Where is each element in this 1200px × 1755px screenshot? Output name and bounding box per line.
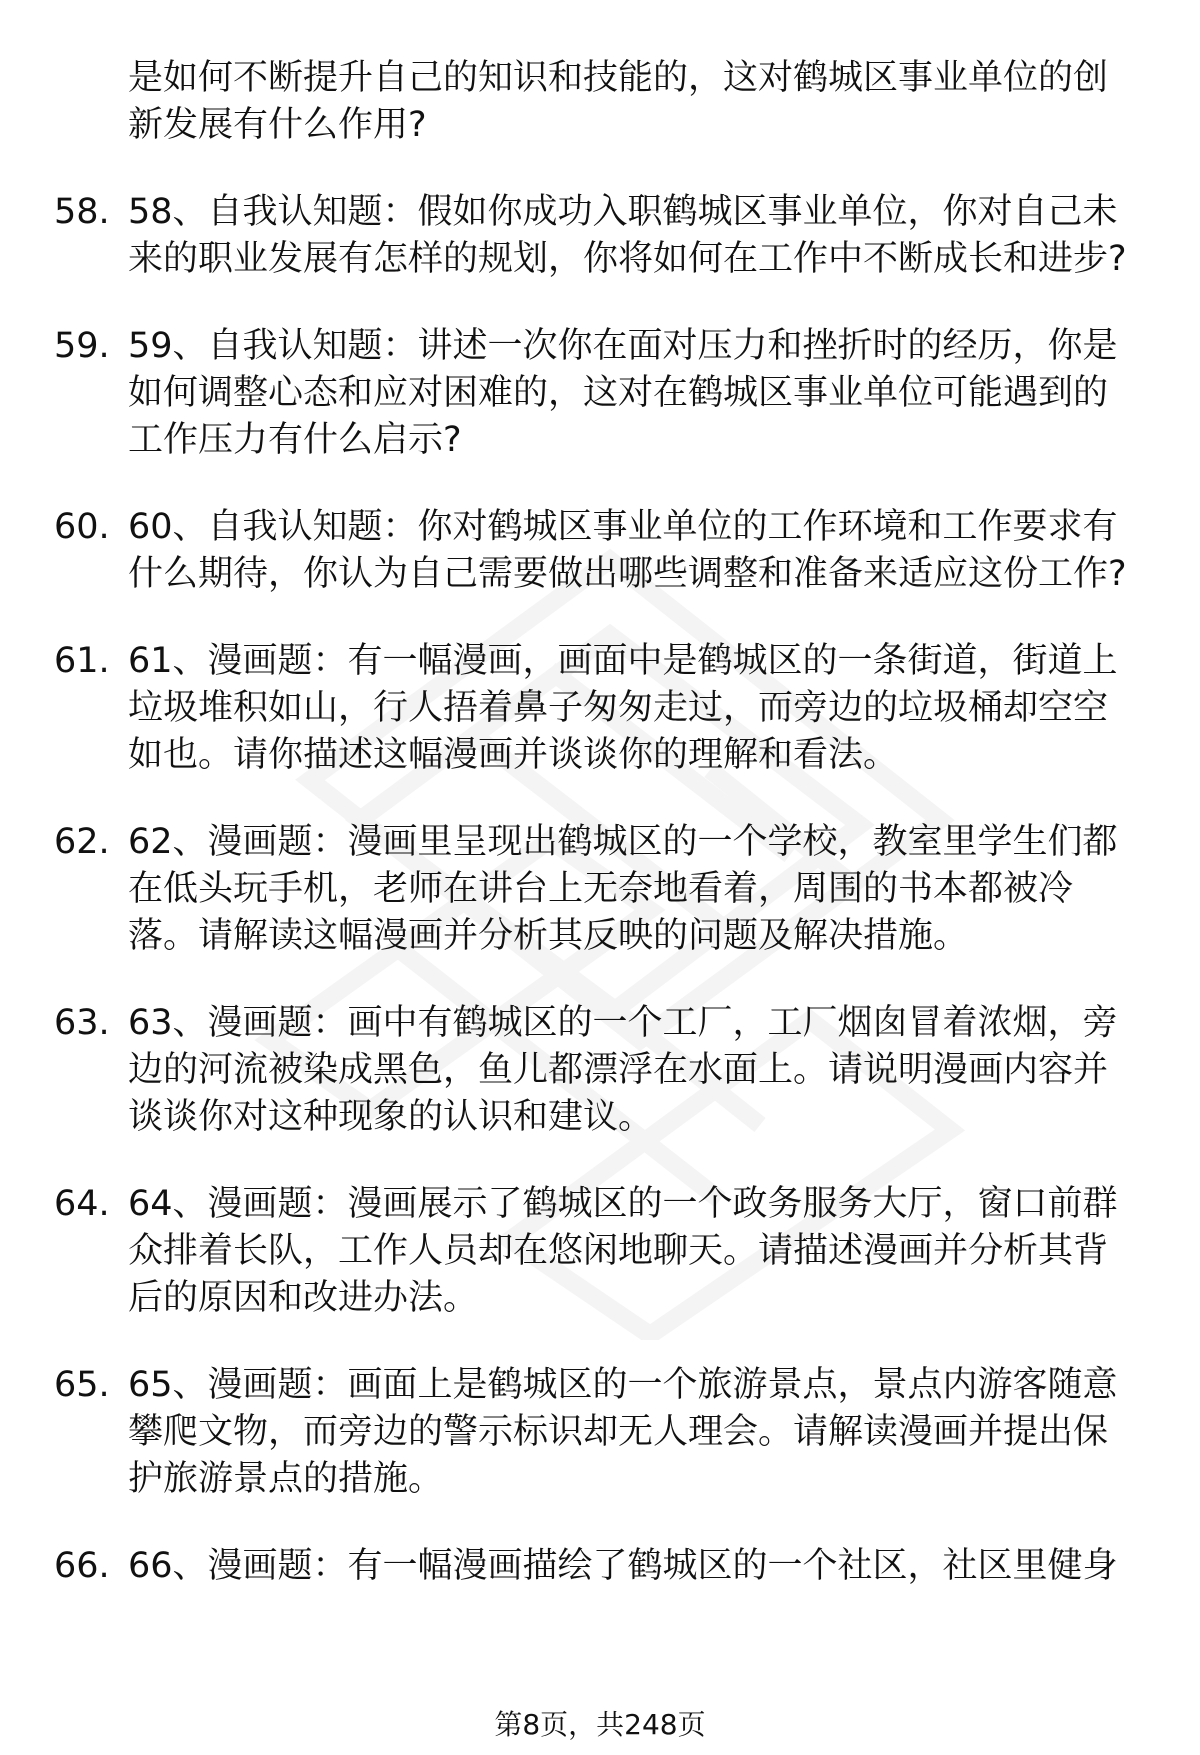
question-item-63 — [54, 1000, 1154, 1141]
question-item-62 — [54, 819, 1154, 960]
question-item-58 — [54, 189, 1154, 283]
question-number-65: 65. — [54, 1365, 110, 1405]
question-number-66: 66. — [54, 1546, 110, 1586]
question-text-58: 58、自我认知题：假如你成功入职鹤城区事业单位，你对自己未来的职业发展有怎样的规划，你将如何在工作中不断成长和进步? — [128, 192, 1127, 279]
continued-question-text: 是如何不断提升自己的知识和技能的，这对鹤城区事业单位的创新发展有什么作用? — [128, 58, 1109, 145]
question-item-64 — [54, 1181, 1154, 1322]
document-content — [54, 55, 1154, 1590]
question-item-65 — [54, 1362, 1154, 1503]
question-item-60 — [54, 504, 1154, 598]
question-text-63: 63、漫画题：画中有鹤城区的一个工厂，工厂烟囱冒着浓烟，旁边的河流被染成黑色，鱼儿都漂浮在水面上。请说明漫画内容并谈谈你对这种现象的认识和建议。 — [128, 1003, 1118, 1137]
question-number-59: 59. — [54, 326, 110, 366]
question-number-61: 61. — [54, 641, 110, 681]
question-text-59: 59、自我认知题：讲述一次你在面对压力和挫折时的经历，你是如何调整心态和应对困难的，这对在鹤城区事业单位可能遇到的工作压力有什么启示? — [128, 326, 1118, 460]
question-number-58: 58. — [54, 192, 110, 232]
question-text-60: 60、自我认知题：你对鹤城区事业单位的工作环境和工作要求有什么期待，你认为自己需要做出哪些调整和准备来适应这份工作? — [128, 507, 1127, 594]
question-text-66: 66、漫画题：有一幅漫画描绘了鹤城区的一个社区，社区里健身 — [128, 1546, 1118, 1586]
question-item-61 — [54, 638, 1154, 779]
question-number-63: 63. — [54, 1003, 110, 1043]
question-text-65: 65、漫画题：画面上是鹤城区的一个旅游景点，景点内游客随意攀爬文物，而旁边的警示标识却无人理会。请解读漫画并提出保护旅游景点的措施。 — [128, 1365, 1118, 1499]
question-number-62: 62. — [54, 822, 110, 862]
question-number-60: 60. — [54, 507, 110, 547]
question-item-66 — [54, 1543, 1154, 1590]
question-text-64: 64、漫画题：漫画展示了鹤城区的一个政务服务大厅，窗口前群众排着长队，工作人员却在悠闲地聊天。请描述漫画并分析其背后的原因和改进办法。 — [128, 1184, 1118, 1318]
page-footer: 第8页，共248页 — [494, 1708, 706, 1741]
question-text-61: 61、漫画题：有一幅漫画，画面中是鹤城区的一条街道，街道上垃圾堆积如山，行人捂着鼻子匆匆走过，而旁边的垃圾桶却空空如也。请你描述这幅漫画并谈谈你的理解和看法。 — [128, 641, 1118, 775]
question-text-62: 62、漫画题：漫画里呈现出鹤城区的一个学校，教室里学生们都在低头玩手机，老师在讲台上无奈地看着，周围的书本都被冷落。请解读这幅漫画并分析其反映的问题及解决措施。 — [128, 822, 1118, 956]
question-number-64: 64. — [54, 1184, 110, 1224]
question-item-59 — [54, 323, 1154, 464]
